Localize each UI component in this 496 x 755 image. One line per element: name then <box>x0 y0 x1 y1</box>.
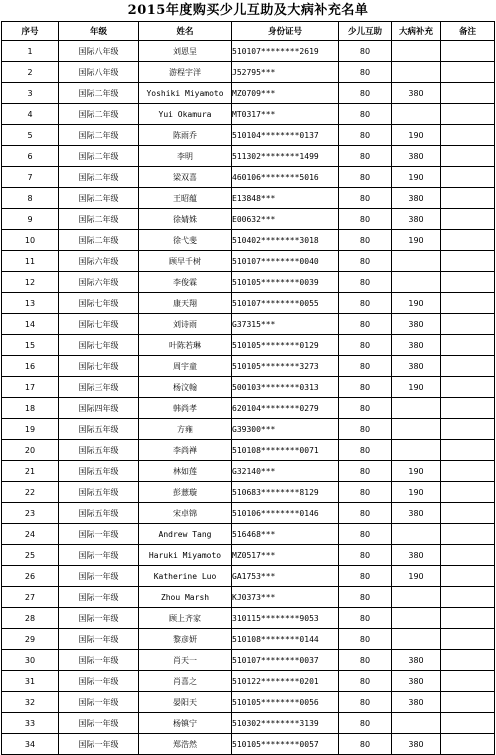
cell-major-illness: 190 <box>392 230 441 251</box>
cell-name: 徐婧姝 <box>139 209 232 230</box>
cell-major-illness: 190 <box>392 461 441 482</box>
cell-name: 陈雨乔 <box>139 125 232 146</box>
table-row <box>2 356 495 377</box>
cell-major-illness <box>392 41 441 62</box>
cell-seq: 23 <box>2 503 59 524</box>
cell-name: 徐弋斐 <box>139 230 232 251</box>
cell-note <box>441 335 495 356</box>
cell-seq: 3 <box>2 83 59 104</box>
cell-major-illness <box>392 398 441 419</box>
table-row <box>2 461 495 482</box>
cell-id-number: G39300*** <box>232 419 339 440</box>
cell-seq: 2 <box>2 62 59 83</box>
cell-major-illness: 380 <box>392 692 441 713</box>
cell-grade: 国际七年级 <box>59 335 139 356</box>
cell-name: 游程宇洋 <box>139 62 232 83</box>
cell-grade: 国际五年级 <box>59 503 139 524</box>
cell-note <box>441 398 495 419</box>
cell-seq: 13 <box>2 293 59 314</box>
table-row <box>2 146 495 167</box>
cell-seq: 26 <box>2 566 59 587</box>
cell-seq: 24 <box>2 524 59 545</box>
cell-seq: 6 <box>2 146 59 167</box>
table-row <box>2 482 495 503</box>
table-row <box>2 104 495 125</box>
cell-note <box>441 629 495 650</box>
header-row <box>2 22 495 41</box>
cell-child-aid: 80 <box>339 251 392 272</box>
table-row <box>2 335 495 356</box>
cell-id-number: 510108********0144 <box>232 629 339 650</box>
cell-major-illness <box>392 629 441 650</box>
cell-seq: 22 <box>2 482 59 503</box>
cell-child-aid: 80 <box>339 209 392 230</box>
cell-note <box>441 62 495 83</box>
cell-child-aid: 80 <box>339 398 392 419</box>
cell-child-aid: 80 <box>339 167 392 188</box>
cell-major-illness: 190 <box>392 293 441 314</box>
cell-note <box>441 650 495 671</box>
cell-id-number: 510105********0039 <box>232 272 339 293</box>
cell-major-illness: 190 <box>392 482 441 503</box>
cell-major-illness: 380 <box>392 146 441 167</box>
cell-note <box>441 419 495 440</box>
cell-name: 李明 <box>139 146 232 167</box>
cell-id-number: 310115********9053 <box>232 608 339 629</box>
cell-grade: 国际三年级 <box>59 377 139 398</box>
table-row <box>2 188 495 209</box>
cell-child-aid: 80 <box>339 461 392 482</box>
cell-seq: 18 <box>2 398 59 419</box>
cell-major-illness <box>392 104 441 125</box>
cell-grade: 国际一年级 <box>59 713 139 734</box>
cell-note <box>441 104 495 125</box>
cell-name: 梁双喜 <box>139 167 232 188</box>
cell-note <box>441 461 495 482</box>
table-row <box>2 503 495 524</box>
cell-major-illness: 380 <box>392 545 441 566</box>
cell-grade: 国际七年级 <box>59 293 139 314</box>
cell-name: 叶陈若琳 <box>139 335 232 356</box>
cell-note <box>441 671 495 692</box>
header-child-aid: 少儿互助 <box>339 22 392 41</box>
cell-grade: 国际二年级 <box>59 104 139 125</box>
cell-name: 杨汶翰 <box>139 377 232 398</box>
cell-major-illness: 380 <box>392 188 441 209</box>
cell-id-number: 510107********0040 <box>232 251 339 272</box>
table-row <box>2 209 495 230</box>
cell-major-illness <box>392 251 441 272</box>
header-note: 备注 <box>441 22 495 41</box>
cell-seq: 10 <box>2 230 59 251</box>
cell-child-aid: 80 <box>339 566 392 587</box>
cell-seq: 34 <box>2 734 59 755</box>
cell-id-number: 510105********0057 <box>232 734 339 755</box>
cell-major-illness <box>392 713 441 734</box>
cell-child-aid: 80 <box>339 335 392 356</box>
cell-child-aid: 80 <box>339 671 392 692</box>
cell-note <box>441 608 495 629</box>
cell-grade: 国际二年级 <box>59 230 139 251</box>
cell-seq: 27 <box>2 587 59 608</box>
cell-grade: 国际一年级 <box>59 650 139 671</box>
cell-grade: 国际七年级 <box>59 356 139 377</box>
table-row <box>2 272 495 293</box>
cell-seq: 15 <box>2 335 59 356</box>
header-major-illness: 大病补充 <box>392 22 441 41</box>
cell-child-aid: 80 <box>339 587 392 608</box>
table-row <box>2 587 495 608</box>
cell-child-aid: 80 <box>339 629 392 650</box>
cell-note <box>441 230 495 251</box>
header-id-number: 身份证号 <box>232 22 339 41</box>
cell-seq: 17 <box>2 377 59 398</box>
cell-grade: 国际四年级 <box>59 398 139 419</box>
cell-grade: 国际六年级 <box>59 251 139 272</box>
cell-note <box>441 566 495 587</box>
table-row <box>2 566 495 587</box>
cell-grade: 国际一年级 <box>59 587 139 608</box>
cell-seq: 1 <box>2 41 59 62</box>
cell-id-number: 510105********0056 <box>232 692 339 713</box>
cell-major-illness <box>392 440 441 461</box>
cell-seq: 31 <box>2 671 59 692</box>
cell-child-aid: 80 <box>339 608 392 629</box>
cell-id-number: 510108********0071 <box>232 440 339 461</box>
cell-name: 李尚禅 <box>139 440 232 461</box>
cell-seq: 29 <box>2 629 59 650</box>
cell-seq: 7 <box>2 167 59 188</box>
cell-note <box>441 272 495 293</box>
cell-grade: 国际二年级 <box>59 146 139 167</box>
cell-id-number: 510402********3018 <box>232 230 339 251</box>
cell-grade: 国际七年级 <box>59 314 139 335</box>
cell-name: 顾早千树 <box>139 251 232 272</box>
table-row <box>2 293 495 314</box>
cell-child-aid: 80 <box>339 230 392 251</box>
cell-seq: 33 <box>2 713 59 734</box>
cell-grade: 国际一年级 <box>59 692 139 713</box>
cell-note <box>441 209 495 230</box>
table-row <box>2 314 495 335</box>
cell-name: Andrew Tang <box>139 524 232 545</box>
cell-major-illness: 380 <box>392 650 441 671</box>
table-row <box>2 125 495 146</box>
cell-name: 彭薏璇 <box>139 482 232 503</box>
cell-id-number: MZ0709*** <box>232 83 339 104</box>
cell-note <box>441 293 495 314</box>
cell-id-number: J52795*** <box>232 62 339 83</box>
cell-name: 刘诗雨 <box>139 314 232 335</box>
cell-id-number: 511302********1499 <box>232 146 339 167</box>
cell-note <box>441 41 495 62</box>
table-row <box>2 41 495 62</box>
table-row <box>2 419 495 440</box>
table-row <box>2 251 495 272</box>
cell-grade: 国际二年级 <box>59 209 139 230</box>
cell-name: 方雍 <box>139 419 232 440</box>
cell-major-illness: 380 <box>392 335 441 356</box>
cell-id-number: E00632*** <box>232 209 339 230</box>
table-row <box>2 377 495 398</box>
cell-child-aid: 80 <box>339 650 392 671</box>
cell-seq: 12 <box>2 272 59 293</box>
cell-major-illness <box>392 62 441 83</box>
table-row <box>2 734 495 755</box>
cell-child-aid: 80 <box>339 377 392 398</box>
roster-table <box>1 21 495 755</box>
cell-seq: 19 <box>2 419 59 440</box>
cell-child-aid: 80 <box>339 104 392 125</box>
cell-major-illness: 190 <box>392 125 441 146</box>
cell-major-illness <box>392 608 441 629</box>
header-name: 姓名 <box>139 22 232 41</box>
cell-id-number: G32140*** <box>232 461 339 482</box>
cell-child-aid: 80 <box>339 713 392 734</box>
cell-child-aid: 80 <box>339 272 392 293</box>
cell-note <box>441 503 495 524</box>
cell-grade: 国际二年级 <box>59 125 139 146</box>
table-row <box>2 524 495 545</box>
cell-note <box>441 167 495 188</box>
cell-grade: 国际一年级 <box>59 524 139 545</box>
cell-id-number: 510106********0146 <box>232 503 339 524</box>
cell-child-aid: 80 <box>339 62 392 83</box>
cell-seq: 25 <box>2 545 59 566</box>
table-row <box>2 62 495 83</box>
cell-name: 王昭蕴 <box>139 188 232 209</box>
cell-id-number: 510104********0137 <box>232 125 339 146</box>
cell-id-number: 510302********3139 <box>232 713 339 734</box>
cell-name: 韩尚孝 <box>139 398 232 419</box>
cell-name: 刘恩呈 <box>139 41 232 62</box>
cell-grade: 国际五年级 <box>59 440 139 461</box>
cell-name: 杨镇宁 <box>139 713 232 734</box>
cell-grade: 国际八年级 <box>59 62 139 83</box>
cell-seq: 8 <box>2 188 59 209</box>
cell-major-illness: 190 <box>392 566 441 587</box>
cell-id-number: 620104********0279 <box>232 398 339 419</box>
cell-child-aid: 80 <box>339 419 392 440</box>
cell-note <box>441 482 495 503</box>
cell-grade: 国际一年级 <box>59 734 139 755</box>
cell-grade: 国际二年级 <box>59 83 139 104</box>
cell-note <box>441 524 495 545</box>
cell-child-aid: 80 <box>339 293 392 314</box>
cell-name: Yoshiki Miyamoto <box>139 83 232 104</box>
cell-child-aid: 80 <box>339 146 392 167</box>
table-row <box>2 167 495 188</box>
cell-grade: 国际八年级 <box>59 41 139 62</box>
cell-note <box>441 125 495 146</box>
cell-id-number: 510683********8129 <box>232 482 339 503</box>
cell-grade: 国际一年级 <box>59 629 139 650</box>
cell-grade: 国际二年级 <box>59 188 139 209</box>
table-row <box>2 692 495 713</box>
cell-grade: 国际五年级 <box>59 482 139 503</box>
cell-seq: 11 <box>2 251 59 272</box>
cell-seq: 28 <box>2 608 59 629</box>
table-row <box>2 608 495 629</box>
cell-child-aid: 80 <box>339 83 392 104</box>
cell-name: 顾上齐家 <box>139 608 232 629</box>
cell-id-number: 510107********0055 <box>232 293 339 314</box>
cell-major-illness: 380 <box>392 83 441 104</box>
cell-child-aid: 80 <box>339 188 392 209</box>
cell-grade: 国际一年级 <box>59 566 139 587</box>
cell-id-number: MZ0517*** <box>232 545 339 566</box>
cell-id-number: 500103********0313 <box>232 377 339 398</box>
cell-name: 郑浩然 <box>139 734 232 755</box>
cell-seq: 5 <box>2 125 59 146</box>
cell-id-number: 510107********2619 <box>232 41 339 62</box>
table-row <box>2 713 495 734</box>
cell-grade: 国际五年级 <box>59 419 139 440</box>
cell-note <box>441 314 495 335</box>
table-row <box>2 545 495 566</box>
cell-name: 李俊霖 <box>139 272 232 293</box>
document-title: 2015年度购买少儿互助及大病补充名单 <box>127 3 369 18</box>
cell-id-number: 510107********0037 <box>232 650 339 671</box>
cell-seq: 20 <box>2 440 59 461</box>
cell-child-aid: 80 <box>339 482 392 503</box>
cell-name: 康天翔 <box>139 293 232 314</box>
cell-grade: 国际一年级 <box>59 671 139 692</box>
cell-id-number: MT0317*** <box>232 104 339 125</box>
cell-child-aid: 80 <box>339 125 392 146</box>
cell-note <box>441 377 495 398</box>
cell-name: 黎彦妍 <box>139 629 232 650</box>
cell-grade: 国际一年级 <box>59 608 139 629</box>
cell-id-number: 510105********0129 <box>232 335 339 356</box>
cell-major-illness: 380 <box>392 356 441 377</box>
table-row <box>2 650 495 671</box>
table-row <box>2 398 495 419</box>
cell-note <box>441 440 495 461</box>
cell-child-aid: 80 <box>339 314 392 335</box>
cell-note <box>441 356 495 377</box>
table-row <box>2 230 495 251</box>
cell-note <box>441 188 495 209</box>
cell-child-aid: 80 <box>339 503 392 524</box>
cell-major-illness <box>392 419 441 440</box>
table-row <box>2 83 495 104</box>
cell-seq: 30 <box>2 650 59 671</box>
cell-name: Haruki Miyamoto <box>139 545 232 566</box>
table-row <box>2 629 495 650</box>
table-row <box>2 671 495 692</box>
header-seq: 序号 <box>2 22 59 41</box>
cell-name: Yui Okamura <box>139 104 232 125</box>
cell-id-number: E13848*** <box>232 188 339 209</box>
cell-note <box>441 713 495 734</box>
roster-body <box>2 41 495 755</box>
cell-name: 周宇童 <box>139 356 232 377</box>
cell-name: Katherine Luo <box>139 566 232 587</box>
cell-note <box>441 587 495 608</box>
cell-seq: 16 <box>2 356 59 377</box>
header-grade: 年级 <box>59 22 139 41</box>
cell-major-illness: 190 <box>392 167 441 188</box>
cell-child-aid: 80 <box>339 440 392 461</box>
cell-id-number: 510122********0201 <box>232 671 339 692</box>
cell-id-number: KJ0373*** <box>232 587 339 608</box>
cell-child-aid: 80 <box>339 524 392 545</box>
cell-child-aid: 80 <box>339 41 392 62</box>
cell-note <box>441 545 495 566</box>
cell-seq: 9 <box>2 209 59 230</box>
cell-grade: 国际六年级 <box>59 272 139 293</box>
cell-note <box>441 692 495 713</box>
cell-note <box>441 734 495 755</box>
cell-name: 林如莲 <box>139 461 232 482</box>
cell-major-illness <box>392 587 441 608</box>
cell-note <box>441 146 495 167</box>
cell-id-number: GA1753*** <box>232 566 339 587</box>
cell-child-aid: 80 <box>339 692 392 713</box>
cell-seq: 21 <box>2 461 59 482</box>
cell-id-number: G37315*** <box>232 314 339 335</box>
cell-seq: 14 <box>2 314 59 335</box>
cell-grade: 国际一年级 <box>59 545 139 566</box>
cell-note <box>441 251 495 272</box>
cell-name: Zhou Marsh <box>139 587 232 608</box>
cell-id-number: 516468*** <box>232 524 339 545</box>
cell-major-illness: 380 <box>392 734 441 755</box>
cell-seq: 32 <box>2 692 59 713</box>
cell-child-aid: 80 <box>339 545 392 566</box>
table-row <box>2 440 495 461</box>
cell-major-illness: 380 <box>392 209 441 230</box>
cell-id-number: 510105********3273 <box>232 356 339 377</box>
cell-name: 宋卓锦 <box>139 503 232 524</box>
cell-major-illness: 190 <box>392 377 441 398</box>
cell-id-number: 460106********5016 <box>232 167 339 188</box>
cell-major-illness <box>392 524 441 545</box>
cell-major-illness: 380 <box>392 503 441 524</box>
cell-major-illness: 380 <box>392 314 441 335</box>
cell-note <box>441 83 495 104</box>
cell-major-illness: 380 <box>392 671 441 692</box>
cell-name: 肖天一 <box>139 650 232 671</box>
cell-seq: 4 <box>2 104 59 125</box>
cell-grade: 国际二年级 <box>59 167 139 188</box>
cell-major-illness <box>392 272 441 293</box>
cell-child-aid: 80 <box>339 734 392 755</box>
cell-name: 晏阳天 <box>139 692 232 713</box>
cell-child-aid: 80 <box>339 356 392 377</box>
cell-name: 肖喜之 <box>139 671 232 692</box>
cell-grade: 国际五年级 <box>59 461 139 482</box>
